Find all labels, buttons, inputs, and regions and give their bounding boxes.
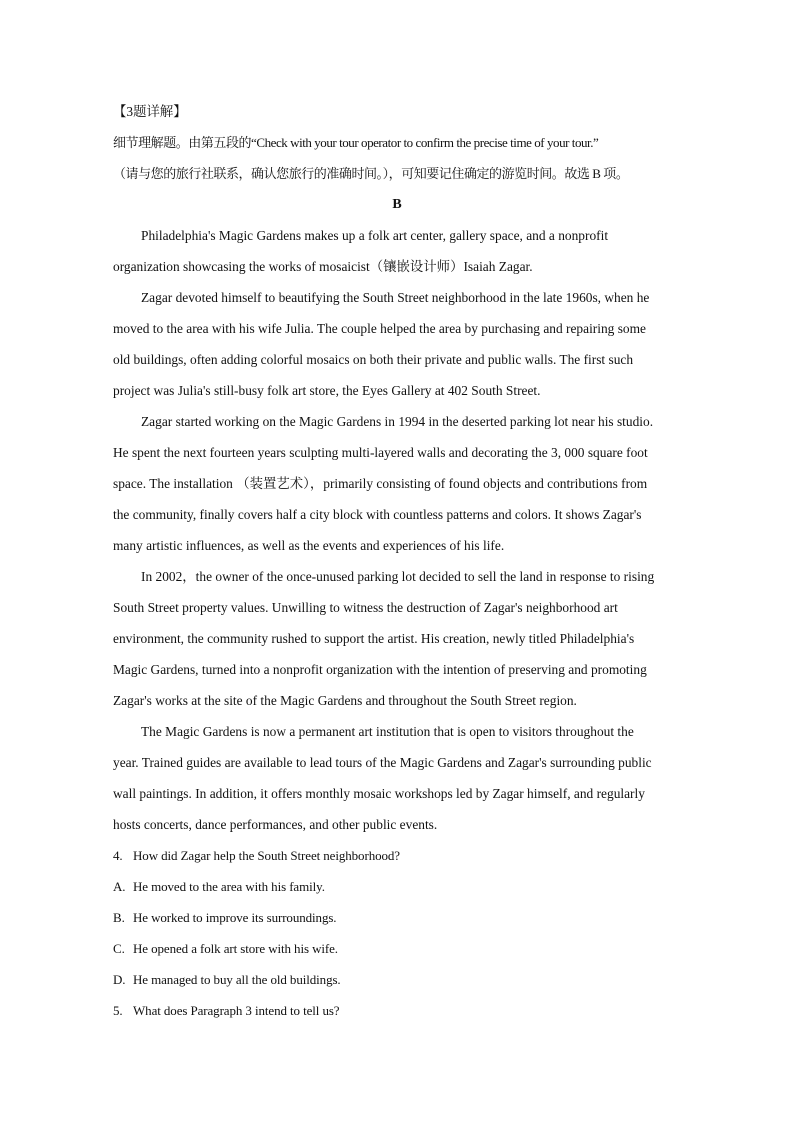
option-b	[113, 902, 681, 933]
passage-line: Philadelphia's Magic Gardens makes up a folk art center, gallery space, and a nonprofit	[141, 228, 609, 243]
option-letter: C.	[113, 941, 125, 956]
passage-line: hosts concerts, dance performances, and other public events.	[113, 817, 438, 832]
passage-line: organization showcasing the works of mosaicist（镶嵌设计师）Isaiah Zagar.	[113, 259, 533, 274]
passage-line: project was Julia's still-busy folk art store, the Eyes Gallery at 402 South Street.	[113, 383, 541, 398]
explanation-line: （请与您的旅行社联系，确认您旅行的准确时间。），可知要记住确定的游览时间。故选 B 项。	[113, 166, 629, 181]
option-letter: D.	[113, 972, 126, 987]
passage-line: Zagar started working on the Magic Gardens in 1994 in the deserted parking lot near his studio.	[141, 414, 654, 429]
passage-line: wall paintings. In addition, it offers monthly mosaic workshops led by Zagar himself, and regularly	[113, 786, 645, 801]
option-text: He opened a folk art store with his wife.	[133, 941, 338, 956]
document-page	[113, 96, 681, 1026]
question-text: How did Zagar help the South Street neighborhood?	[133, 848, 400, 863]
explanation-line: 细节理解题。由第五段的“Check with your tour operator to confirm the precise time of your tour.”	[113, 135, 599, 150]
explanation-heading: 【3题详解】	[113, 104, 187, 119]
question-number: 4.	[113, 848, 123, 863]
section-label: B	[392, 197, 402, 212]
passage-line: the community, finally covers half a city block with countless patterns and colors. It shows Zagar's	[113, 507, 642, 522]
option-c	[113, 933, 681, 964]
option-text: He managed to buy all the old buildings.	[133, 972, 341, 987]
question-number: 5.	[113, 1003, 123, 1018]
question-text: What does Paragraph 3 intend to tell us?	[133, 1003, 340, 1018]
option-letter: B.	[113, 910, 125, 925]
passage-line: Magic Gardens, turned into a nonprofit organization with the intention of preserving and promoting	[113, 662, 647, 677]
option-letter: A.	[113, 879, 126, 894]
passage-line: environment, the community rushed to support the artist. His creation, newly titled Philadelphia's	[113, 631, 635, 646]
passage-line: many artistic influences, as well as the events and experiences of his life.	[113, 538, 505, 553]
passage-line: Zagar devoted himself to beautifying the South Street neighborhood in the late 1960s, when he	[141, 290, 650, 305]
passage-line: moved to the area with his wife Julia. The couple helped the area by purchasing and repairing some	[113, 321, 646, 336]
option-text: He moved to the area with his family.	[133, 879, 325, 894]
option-text: He worked to improve its surroundings.	[133, 910, 337, 925]
passage-line: He spent the next fourteen years sculpting multi-layered walls and decorating the 3, 000 square foot	[113, 445, 648, 460]
passage-line: The Magic Gardens is now a permanent art institution that is open to visitors throughout the	[141, 724, 634, 739]
passage-line: In 2002，the owner of the once-unused parking lot decided to sell the land in response to rising	[141, 569, 655, 584]
passage-line: Zagar's works at the site of the Magic Gardens and throughout the South Street region.	[113, 693, 577, 708]
passage-line: space. The installation （装置艺术），primarily consisting of found objects and contributions from	[113, 476, 648, 491]
passage-line: South Street property values. Unwilling to witness the destruction of Zagar's neighborhood art	[113, 600, 618, 615]
passage-line: year. Trained guides are available to lead tours of the Magic Gardens and Zagar's surrounding public	[113, 755, 652, 770]
question-4	[113, 840, 681, 871]
option-d	[113, 964, 681, 995]
option-a	[113, 871, 681, 902]
question-5	[113, 995, 681, 1026]
passage-line: old buildings, often adding colorful mosaics on both their private and public walls. The first such	[113, 352, 634, 367]
